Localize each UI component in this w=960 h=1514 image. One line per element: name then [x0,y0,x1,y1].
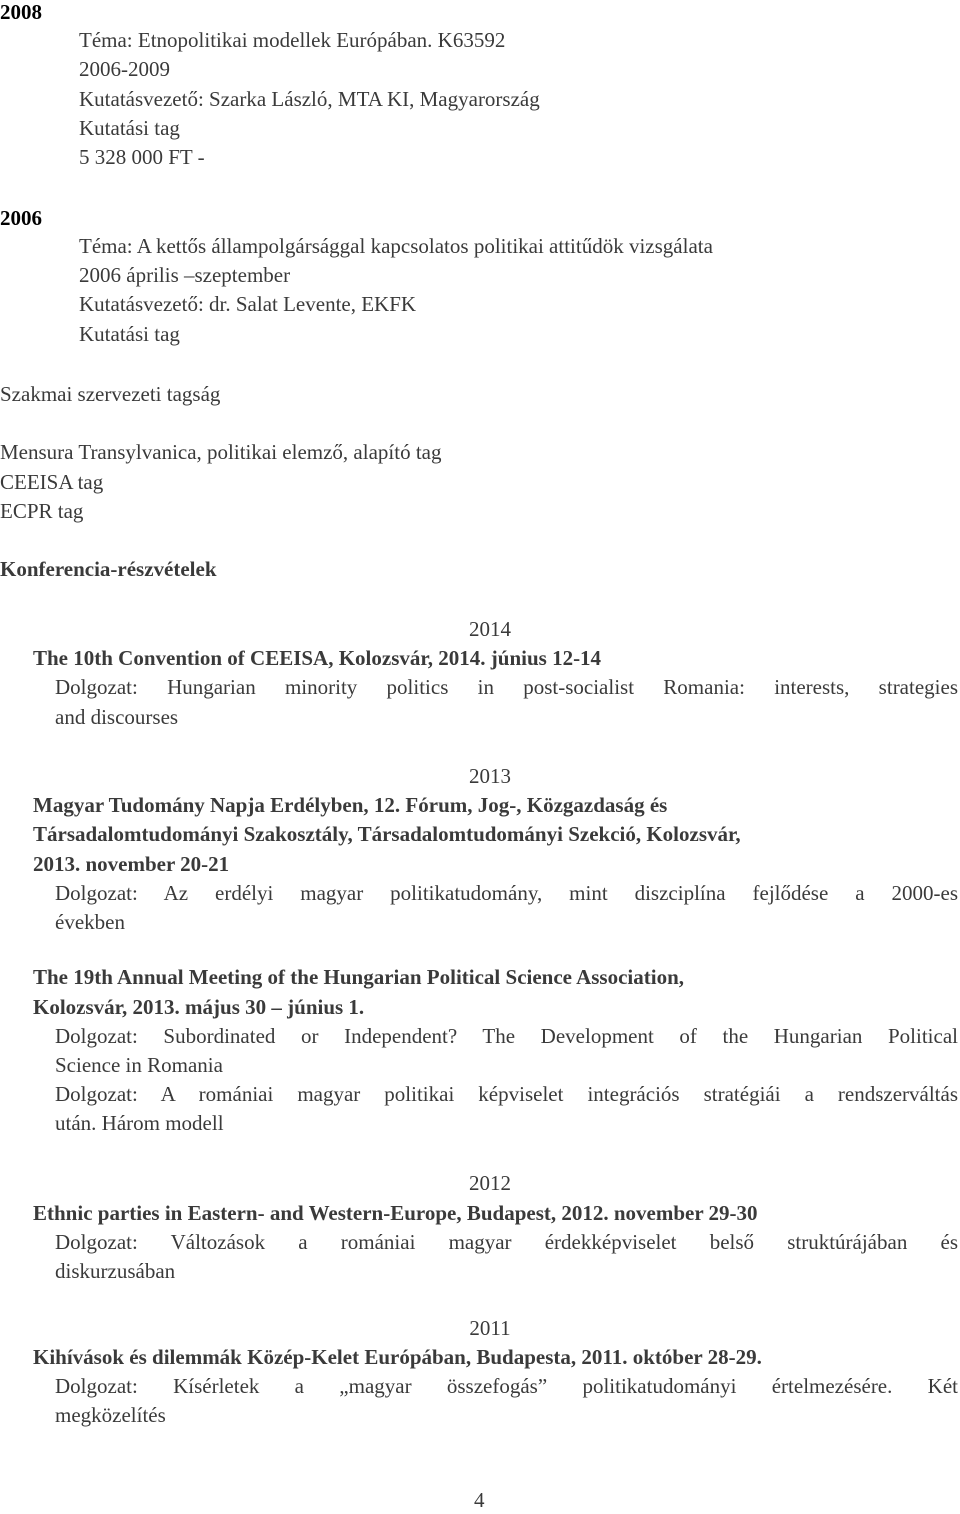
project-leader: Kutatásvezető: Szarka László, MTA KI, Magyarország [79,87,540,111]
conference-paper-cont: Science in Romania [55,1053,223,1077]
conference-event: The 19th Annual Meeting of the Hungarian Political Science Association, [33,965,685,989]
conference-year-2011: 2011 [469,1316,511,1340]
conference-year-2013: 2013 [469,764,511,788]
membership-item: Mensura Transylvanica, politikai elemző, alapító tag [0,440,442,464]
conference-paper-cont: években [55,910,125,934]
conference-paper: Dolgozat: Az erdélyi magyar politikatudomány, mint diszciplína fejlődése a 2000-es [55,881,958,905]
conference-paper: Dolgozat: Kísérletek a „magyar összefogás” politikatudományi értelmezésére. Két [55,1374,958,1398]
project-amount: 5 328 000 FT - [79,145,205,169]
conference-event: The 10th Convention of CEEISA, Kolozsvár, 2014. június 12-14 [33,646,602,670]
project-year-2008: 2008 [0,0,42,24]
conference-paper: Dolgozat: Változások a romániai magyar érdekképviselet belső struktúrájában és [55,1230,958,1254]
conference-event-cont: Társadalomtudományi Szakosztály, Társadalomtudományi Szekció, Kolozsvár, [33,822,741,846]
project-period: 2006 április –szeptember [79,263,291,287]
membership-heading: Szakmai szervezeti tagság [0,382,221,406]
conference-event-cont: Kolozsvár, 2013. május 30 – június 1. [33,995,365,1019]
project-role: Kutatási tag [79,116,180,140]
page-number: 4 [474,1488,485,1512]
project-role: Kutatási tag [79,322,180,346]
conference-paper-cont: után. Három modell [55,1111,224,1135]
conference-year-2012: 2012 [469,1171,511,1195]
conference-year-2014: 2014 [469,617,511,641]
conference-paper: Dolgozat: Hungarian minority politics in post-socialist Romania: interests, strategies [55,675,958,699]
conference-event: Ethnic parties in Eastern- and Western-Europe, Budapest, 2012. november 29-30 [33,1201,758,1225]
project-year-2006: 2006 [0,206,42,230]
conference-paper-cont: diskurzusában [55,1259,176,1283]
project-topic: Téma: A kettős állampolgársággal kapcsolatos politikai attitűdök vizsgálata [79,234,713,258]
project-period: 2006-2009 [79,57,170,81]
conference-event-cont: 2013. november 20-21 [33,852,230,876]
conference-event: Magyar Tudomány Napja Erdélyben, 12. Fórum, Jog-, Közgazdaság és [33,793,668,817]
conference-paper: Dolgozat: Subordinated or Independent? The Development of the Hungarian Political [55,1024,958,1048]
conferences-heading: Konferencia-részvételek [0,557,217,581]
conference-paper-cont: megközelítés [55,1403,166,1427]
conference-paper-cont: and discourses [55,705,179,729]
project-leader: Kutatásvezető: dr. Salat Levente, EKFK [79,292,417,316]
conference-paper: Dolgozat: A romániai magyar politikai képviselet integrációs stratégiái a rendszerváltás [55,1082,958,1106]
conference-event: Kihívások és dilemmák Közép-Kelet Európában, Budapesta, 2011. október 28-29. [33,1345,762,1369]
project-topic: Téma: Etnopolitikai modellek Európában. K63592 [79,28,506,52]
membership-item: CEEISA tag [0,470,104,494]
membership-item: ECPR tag [0,499,84,523]
